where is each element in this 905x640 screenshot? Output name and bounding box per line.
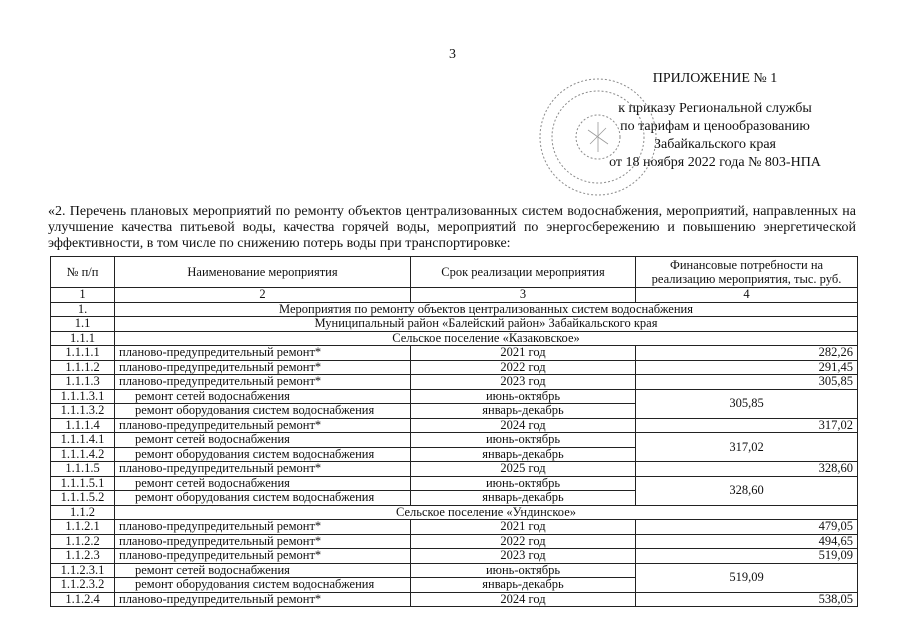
row-term: июнь-октябрь bbox=[411, 563, 636, 578]
section-title: Муниципальный район «Балейский район» Забайкальского края bbox=[115, 317, 858, 332]
row-name: планово-предупредительный ремонт* bbox=[115, 418, 411, 433]
row-num: 1.1.1.4 bbox=[51, 418, 115, 433]
col-number: 2 bbox=[115, 288, 411, 303]
table-row bbox=[51, 563, 858, 578]
header-name: Наименование мероприятия bbox=[115, 257, 411, 288]
row-num: 1.1.1.5.2 bbox=[51, 491, 115, 506]
header-term: Срок реализации мероприятия bbox=[411, 257, 636, 288]
table-row bbox=[51, 534, 858, 549]
section-row bbox=[51, 302, 858, 317]
section-num: 1.1 bbox=[51, 317, 115, 332]
table-row bbox=[51, 433, 858, 448]
row-name: планово-предупредительный ремонт* bbox=[115, 520, 411, 535]
row-amount: 305,85 bbox=[636, 375, 858, 390]
page-number: 3 bbox=[449, 47, 456, 62]
measures-table bbox=[50, 256, 858, 607]
row-name: ремонт оборудования систем водоснабжения bbox=[115, 447, 411, 462]
row-term: 2021 год bbox=[411, 346, 636, 361]
table-header-row bbox=[51, 257, 858, 288]
row-amount: 494,65 bbox=[636, 534, 858, 549]
row-num: 1.1.1.3.1 bbox=[51, 389, 115, 404]
table-row bbox=[51, 346, 858, 361]
section-num: 1.1.2 bbox=[51, 505, 115, 520]
row-name: планово-предупредительный ремонт* bbox=[115, 592, 411, 607]
section-title: Сельское поселение «Казаковское» bbox=[115, 331, 858, 346]
section-num: 1. bbox=[51, 302, 115, 317]
row-num: 1.1.1.4.1 bbox=[51, 433, 115, 448]
row-amount: 282,26 bbox=[636, 346, 858, 361]
appendix-line-4: от 18 ноября 2022 года № 803-НПА bbox=[609, 155, 821, 170]
row-term: январь-декабрь bbox=[411, 578, 636, 593]
section-num: 1.1.1 bbox=[51, 331, 115, 346]
section-row bbox=[51, 331, 858, 346]
row-name: планово-предупредительный ремонт* bbox=[115, 462, 411, 477]
row-name: планово-предупредительный ремонт* bbox=[115, 549, 411, 564]
row-term: 2023 год bbox=[411, 375, 636, 390]
row-num: 1.1.1.5 bbox=[51, 462, 115, 477]
row-num: 1.1.2.3 bbox=[51, 549, 115, 564]
row-num: 1.1.1.3.2 bbox=[51, 404, 115, 419]
appendix-header bbox=[590, 70, 840, 172]
row-term: 2024 год bbox=[411, 418, 636, 433]
table-row bbox=[51, 360, 858, 375]
row-term: январь-декабрь bbox=[411, 404, 636, 419]
row-num: 1.1.1.3 bbox=[51, 375, 115, 390]
row-num: 1.1.1.5.1 bbox=[51, 476, 115, 491]
row-name: ремонт сетей водоснабжения bbox=[115, 433, 411, 448]
row-amount: 479,05 bbox=[636, 520, 858, 535]
row-amount: 317,02 bbox=[636, 433, 858, 462]
column-number-row bbox=[51, 288, 858, 303]
row-term: 2022 год bbox=[411, 534, 636, 549]
table-row bbox=[51, 592, 858, 607]
row-amount: 538,05 bbox=[636, 592, 858, 607]
row-name: планово-предупредительный ремонт* bbox=[115, 360, 411, 375]
row-amount: 519,09 bbox=[636, 549, 858, 564]
row-num: 1.1.2.1 bbox=[51, 520, 115, 535]
section-row bbox=[51, 505, 858, 520]
row-term: июнь-октябрь bbox=[411, 389, 636, 404]
row-name: ремонт оборудования систем водоснабжения bbox=[115, 491, 411, 506]
row-num: 1.1.1.2 bbox=[51, 360, 115, 375]
row-amount: 519,09 bbox=[636, 563, 858, 592]
row-num: 1.1.2.4 bbox=[51, 592, 115, 607]
section-title: Сельское поселение «Ундинское» bbox=[115, 505, 858, 520]
row-term: 2021 год bbox=[411, 520, 636, 535]
row-term: 2022 год bbox=[411, 360, 636, 375]
row-term: январь-декабрь bbox=[411, 491, 636, 506]
row-term: январь-декабрь bbox=[411, 447, 636, 462]
header-amount: Финансовые потребности на реализацию мероприятия, тыс. руб. bbox=[636, 257, 858, 288]
appendix-line-2: по тарифам и ценообразованию bbox=[620, 119, 810, 134]
appendix-line-1: к приказу Региональной службы bbox=[618, 101, 812, 116]
row-amount: 305,85 bbox=[636, 389, 858, 418]
intro-paragraph: «2. Перечень плановых мероприятий по ремонту объектов централизованных систем водоснабжения, мероприятий, направленных на улучшение качества питьевой воды, качества горячей воды, мероприятий по энергосбережению и повышению энергетической эффективности, в том числе по снижению потерь воды при транспортировке: bbox=[48, 204, 856, 251]
row-num: 1.1.2.3.2 bbox=[51, 578, 115, 593]
table-row bbox=[51, 520, 858, 535]
appendix-line-3: Забайкальского края bbox=[653, 137, 776, 152]
row-num: 1.1.2.3.1 bbox=[51, 563, 115, 578]
table-row bbox=[51, 549, 858, 564]
table-row bbox=[51, 462, 858, 477]
section-row bbox=[51, 317, 858, 332]
row-term: июнь-октябрь bbox=[411, 476, 636, 491]
table-row bbox=[51, 418, 858, 433]
table-row bbox=[51, 476, 858, 491]
row-term: июнь-октябрь bbox=[411, 433, 636, 448]
row-name: ремонт оборудования систем водоснабжения bbox=[115, 404, 411, 419]
col-number: 3 bbox=[411, 288, 636, 303]
row-amount: 317,02 bbox=[636, 418, 858, 433]
row-term: 2024 год bbox=[411, 592, 636, 607]
row-name: планово-предупредительный ремонт* bbox=[115, 534, 411, 549]
row-num: 1.1.1.4.2 bbox=[51, 447, 115, 462]
table-row bbox=[51, 375, 858, 390]
row-amount: 328,60 bbox=[636, 476, 858, 505]
row-amount: 328,60 bbox=[636, 462, 858, 477]
row-name: ремонт оборудования систем водоснабжения bbox=[115, 578, 411, 593]
table-row bbox=[51, 389, 858, 404]
row-num: 1.1.1.1 bbox=[51, 346, 115, 361]
row-name: планово-предупредительный ремонт* bbox=[115, 375, 411, 390]
row-name: ремонт сетей водоснабжения bbox=[115, 476, 411, 491]
col-number: 4 bbox=[636, 288, 858, 303]
row-num: 1.1.2.2 bbox=[51, 534, 115, 549]
header-num: № п/п bbox=[51, 257, 115, 288]
row-name: ремонт сетей водоснабжения bbox=[115, 389, 411, 404]
row-term: 2023 год bbox=[411, 549, 636, 564]
row-name: ремонт сетей водоснабжения bbox=[115, 563, 411, 578]
col-number: 1 bbox=[51, 288, 115, 303]
row-term: 2025 год bbox=[411, 462, 636, 477]
section-title: Мероприятия по ремонту объектов централизованных систем водоснабжения bbox=[115, 302, 858, 317]
row-amount: 291,45 bbox=[636, 360, 858, 375]
row-name: планово-предупредительный ремонт* bbox=[115, 346, 411, 361]
appendix-title: ПРИЛОЖЕНИЕ № 1 bbox=[652, 71, 778, 86]
